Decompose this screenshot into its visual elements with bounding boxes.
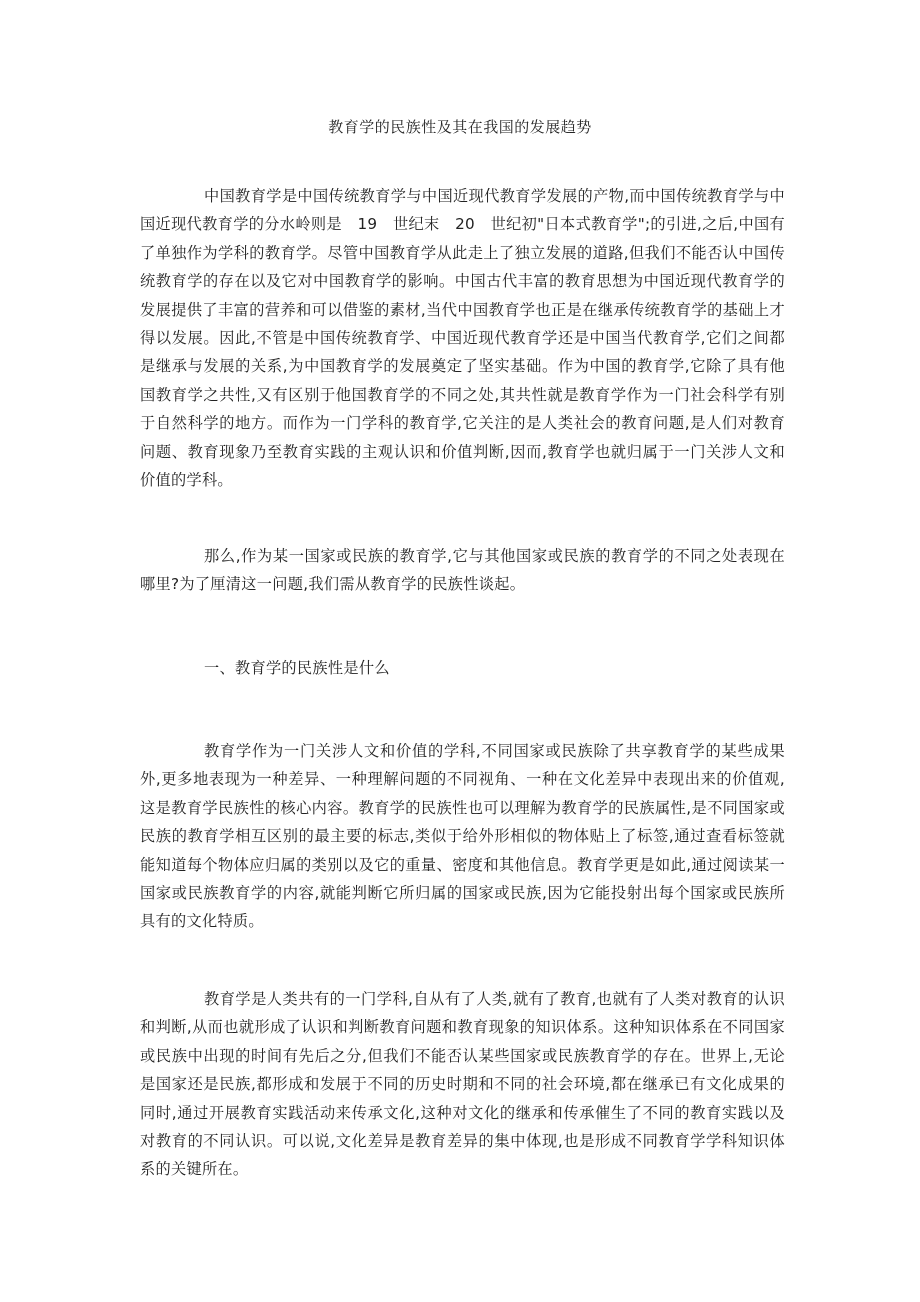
document-title: 教育学的民族性及其在我国的发展趋势 [328, 118, 592, 136]
paragraph-definition: 教育学作为一门关涉人文和价值的学科,不同国家或民族除了共享教育学的某些成果外,更多地表现为一种差异、一种理解问题的不同视角、一种在文化差异中表现出来的价值观,这是教育学民族性的核心内容。教育学的民族性也可以理解为教育学的民族属性,是不同国家或民族的教育学相互区别的最主要的标志,类似于给外形相似的物体贴上了标签,通过查看标签就能知道每个物体应归属的类别以及它的重量、密度和其他信息。教育学更是如此,通过阅读某一国家或民族教育学的内容,就能判断它所归属的国家或民族,因为它能投射出每个国家或民族所具有的文化特质。 [140, 742, 785, 931]
paragraph-culture: 教育学是人类共有的一门学科,自从有了人类,就有了教育,也就有了人类对教育的认识和判断,从而也就形成了认识和判断教育问题和教育现象的知识体系。这种知识体系在不同国家或民族中出现的时间有先后之分,但我们不能否认某些国家或民族教育学的存在。世界上,无论是国家还是民族,都形成和发展于不同的历史时期和不同的社会环境,都在继承已有文化成果的同时,通过开展教育实践活动来传承文化,这种对文化的继承和传承催生了不同的教育实践以及对教育的不同认识。可以说,文化差异是教育差异的集中体现,也是形成不同教育学学科知识体系的关键所在。 [140, 990, 785, 1179]
section-heading: 一、教育学的民族性是什么 [204, 659, 390, 677]
paragraph-intro: 中国教育学是中国传统教育学与中国近现代教育学发展的产物,而中国传统教育学与中国近现代教育学的分水岭则是 19 世纪末 20 世纪初"日本式教育学";的引进,之后,中国有了单独作为学科的教育学。尽管中国教育学从此走上了独立发展的道路,但我们不能否认中国传统教育学的存在以及它对中国教育学的影响。中国古代丰富的教育思想为中国近现代教育学的发展提供了丰富的营养和可以借鉴的素材,当代中国教育学也正是在继承传统教育学的基础上才得以发展。因此,不管是中国传统教育学、中国近现代教育学还是中国当代教育学,它们之间都是继承与发展的关系,为中国教育学的发展奠定了坚实基础。作为中国的教育学,它除了具有他国教育学之共性,又有区别于他国教育学的不同之处,其共性就是教育学作为一门社会科学有别于自然科学的地方。而作为一门学科的教育学,它关注的是人类社会的教育问题,是人们对教育问题、教育现象乃至教育实践的主观认识和价值判断,因而,教育学也就归属于一门关涉人文和价值的学科。 [140, 187, 785, 490]
paragraph-question: 那么,作为某一国家或民族的教育学,它与其他国家或民族的教育学的不同之处表现在哪里?为了厘清这一问题,我们需从教育学的民族性谈起。 [140, 547, 785, 594]
